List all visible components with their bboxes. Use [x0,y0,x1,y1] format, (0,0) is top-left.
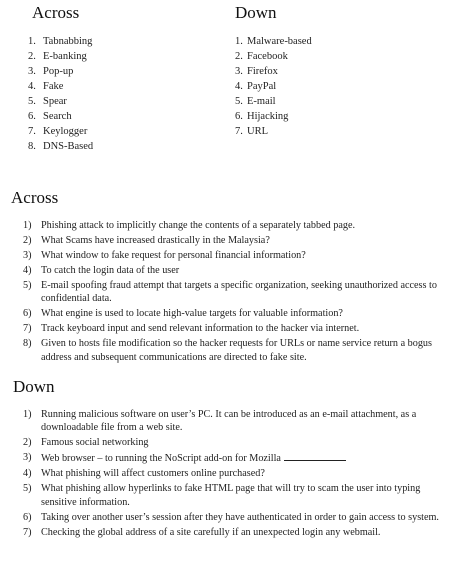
list-item [23,307,455,320]
item-number: 7) [23,323,32,335]
clue-text: What Scams have increased drastically in the Malaysia? [41,235,270,246]
clue-text: Phishing attack to implicitly change the contents of a separately tabbed page. [41,220,356,231]
item-number: 3. [28,66,36,77]
list-item [235,79,312,94]
clue-text: Famous social networking [41,437,149,449]
list-item [28,34,93,49]
clues-across-heading: Across [11,188,59,207]
list-item [23,234,455,247]
item-number: 7) [23,526,32,538]
answer-blank [284,451,346,461]
clues-down-list [23,408,455,541]
item-number: 3. [235,66,243,77]
list-item [23,249,455,262]
clue-text: Given to hosts file modification so the hacker requests for URLs or name service return a bogus address and subsequent communications are directed to fake site. [41,338,432,363]
list-item [28,49,93,64]
list-item [235,64,312,79]
list-item [23,279,455,306]
clue-text: Running malicious software on user’s PC. It can be introduced as an e-mail attachment, as a downloadable file from a web site. [41,409,417,434]
answer-word: Tabnabbing [43,36,93,47]
item-number: 1. [28,36,36,47]
answers-across-list [28,34,93,154]
list-item [235,124,312,139]
item-number: 1) [23,220,32,231]
item-number: 7. [235,126,243,137]
list-item [235,94,312,109]
clue-text: What engine is used to locate high-value targets for valuable information? [41,308,343,320]
clue-text: What phishing will affect customers online purchased? [41,468,265,480]
item-number: 4. [235,81,243,92]
list-item [23,467,455,480]
answer-word: Hijacking [247,111,289,122]
answer-word: URL [247,126,268,137]
list-item [235,49,312,64]
answer-word: Facebook [247,51,288,62]
item-number: 5) [23,280,32,291]
item-number: 6) [23,308,32,320]
item-number: 2. [28,51,36,62]
list-item [23,482,455,509]
list-item [28,109,93,124]
clue-text: To catch the login data of the user [41,265,180,276]
list-item [28,139,93,154]
clue-text: Web browser – to running the NoScript add-on for Mozilla [41,453,284,465]
answer-word: Firefox [247,66,278,77]
answers-down-heading: Down [235,3,277,22]
list-item [23,511,455,524]
item-number: 6) [23,511,32,523]
list-item [23,322,455,335]
clue-text: Checking the global address of a site carefully if an unexpected login any webmail. [41,526,381,538]
item-number: 2) [23,235,32,246]
clue-text: What window to fake request for personal financial information? [41,250,306,261]
item-number: 1. [235,36,243,47]
list-item [28,64,93,79]
answer-word: Spear [43,96,67,107]
answers-across-heading: Across [32,3,80,22]
item-number: 4. [28,81,36,92]
item-number: 4) [23,468,32,480]
clues-down-heading: Down [13,377,55,396]
answer-word: Keylogger [43,126,88,137]
answers-down-list [235,34,312,139]
answer-word: DNS-Based [43,141,94,152]
item-number: 8. [28,141,36,152]
answer-word: E-banking [43,51,87,62]
clue-text: Track keyboard input and send relevant information to the hacker via internet. [41,323,360,335]
item-number: 6. [28,111,36,122]
list-item [235,109,312,124]
answer-word: Pop-up [43,66,74,77]
list-item [28,94,93,109]
clue-text: Taking over another user’s session after they have authenticated in order to gain access to system. [41,511,439,523]
item-number: 4) [23,265,32,276]
answer-word: Fake [43,81,64,92]
list-item [23,436,455,449]
list-item [28,79,93,94]
answer-word: E-mail [247,96,276,107]
answer-word: Search [43,111,72,122]
clue-text: What phishing allow hyperlinks to fake HTML page that will try to scam the user into typing sensitive information. [41,483,421,508]
list-item [23,451,455,465]
list-item [23,337,455,364]
item-number: 1) [23,409,32,420]
clues-across-list [23,219,455,366]
item-number: 5. [235,96,243,107]
answer-word: PayPal [247,81,277,92]
item-number: 3) [23,250,32,261]
list-item [28,124,93,139]
answer-word: Malware-based [247,36,312,47]
item-number: 7. [28,126,36,137]
item-number: 2. [235,51,243,62]
list-item [23,264,455,277]
item-number: 8) [23,338,32,350]
item-number: 5) [23,483,32,495]
item-number: 2) [23,437,32,449]
list-item [23,526,455,539]
item-number: 3) [23,452,32,464]
list-item [235,34,312,49]
list-item [23,219,455,232]
item-number: 6. [235,111,243,122]
list-item [23,408,455,435]
item-number: 5. [28,96,36,107]
clue-text: E-mail spoofing fraud attempt that targets a specific organization, seeking unauthorized access to confidential data. [41,280,437,305]
